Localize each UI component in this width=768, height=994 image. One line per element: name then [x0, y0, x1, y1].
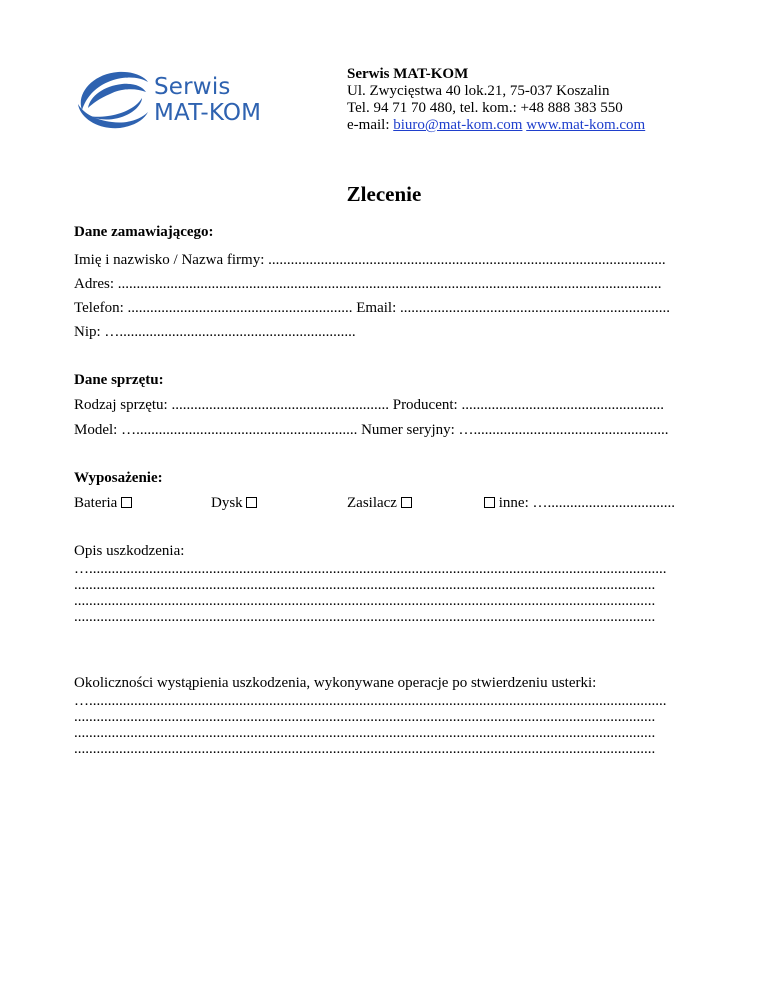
- damage-line[interactable]: ...........................................................................................................................................................: [74, 593, 656, 609]
- damage-lines: [74, 561, 694, 625]
- email-link[interactable]: biuro@mat-kom.com: [393, 117, 523, 133]
- battery-checkbox[interactable]: [74, 495, 132, 512]
- circumstances-line[interactable]: ...........................................................................................................................................................: [74, 741, 656, 757]
- logo-line-2: MAT-KOM: [154, 100, 262, 126]
- equipment-type-producer-field[interactable]: Rodzaj sprzętu: .......................................................... Producent: ......................................................: [74, 397, 664, 413]
- company-phone: Tel. 94 71 70 480, tel. kom.: +48 888 383 550: [347, 100, 623, 116]
- charger-checkbox[interactable]: [347, 495, 412, 512]
- damage-line[interactable]: ...........................................................................................................................................................: [74, 577, 656, 593]
- company-logo: [74, 64, 286, 136]
- circumstances-line[interactable]: ...........................................................................................................................................................: [74, 709, 656, 725]
- checkbox-icon[interactable]: [401, 497, 412, 508]
- website-link[interactable]: www.mat-kom.com: [526, 117, 646, 133]
- damage-line[interactable]: …..........................................................................................................................................................: [74, 561, 667, 577]
- client-phone-email-field[interactable]: Telefon: ............................................................ Email: ........................................................................: [74, 300, 671, 316]
- client-address-field[interactable]: Adres: .................................................................................................................................................: [74, 276, 662, 292]
- client-nip-field[interactable]: Nip: …...............................................................: [74, 324, 356, 340]
- client-name-field[interactable]: Imię i nazwisko / Nazwa firmy: ..........................................................................................................: [74, 252, 666, 268]
- circumstances-label: Okoliczności wystąpienia uszkodzenia, wykonywane operacje po stwierdzeniu usterki:: [74, 675, 597, 691]
- company-name: Serwis MAT-KOM: [347, 66, 469, 82]
- other-checkbox[interactable]: [484, 495, 675, 512]
- damage-label: Opis uszkodzenia:: [74, 543, 185, 559]
- company-contact: [347, 117, 645, 134]
- battery-label: Bateria: [74, 495, 118, 511]
- company-info: [347, 66, 645, 134]
- circumstances-line[interactable]: …..........................................................................................................................................................: [74, 693, 667, 709]
- checkbox-icon[interactable]: [246, 497, 257, 508]
- accessories-heading: Wyposażenie:: [74, 470, 163, 486]
- other-label: inne: …..................................: [498, 495, 675, 511]
- circumstances-lines: [74, 693, 694, 757]
- checkbox-icon[interactable]: [484, 497, 495, 508]
- client-heading: Dane zamawiającego:: [74, 224, 214, 240]
- page-title: Zlecenie: [346, 182, 422, 206]
- email-label: e-mail:: [347, 117, 394, 133]
- logo-swoosh-icon: [74, 64, 152, 136]
- logo-line-1: Serwis: [154, 74, 231, 100]
- checkbox-icon[interactable]: [121, 497, 132, 508]
- damage-line[interactable]: ...........................................................................................................................................................: [74, 609, 656, 625]
- disk-label: Dysk: [211, 495, 243, 511]
- equipment-model-serial-field[interactable]: Model: …........................................................... Numer seryjny: …....................................................: [74, 422, 669, 438]
- circumstances-line[interactable]: ...........................................................................................................................................................: [74, 725, 656, 741]
- disk-checkbox[interactable]: [211, 495, 257, 512]
- charger-label: Zasilacz: [347, 495, 397, 511]
- equipment-heading: Dane sprzętu:: [74, 372, 164, 388]
- company-address: Ul. Zwycięstwa 40 lok.21, 75-037 Koszalin: [347, 83, 610, 99]
